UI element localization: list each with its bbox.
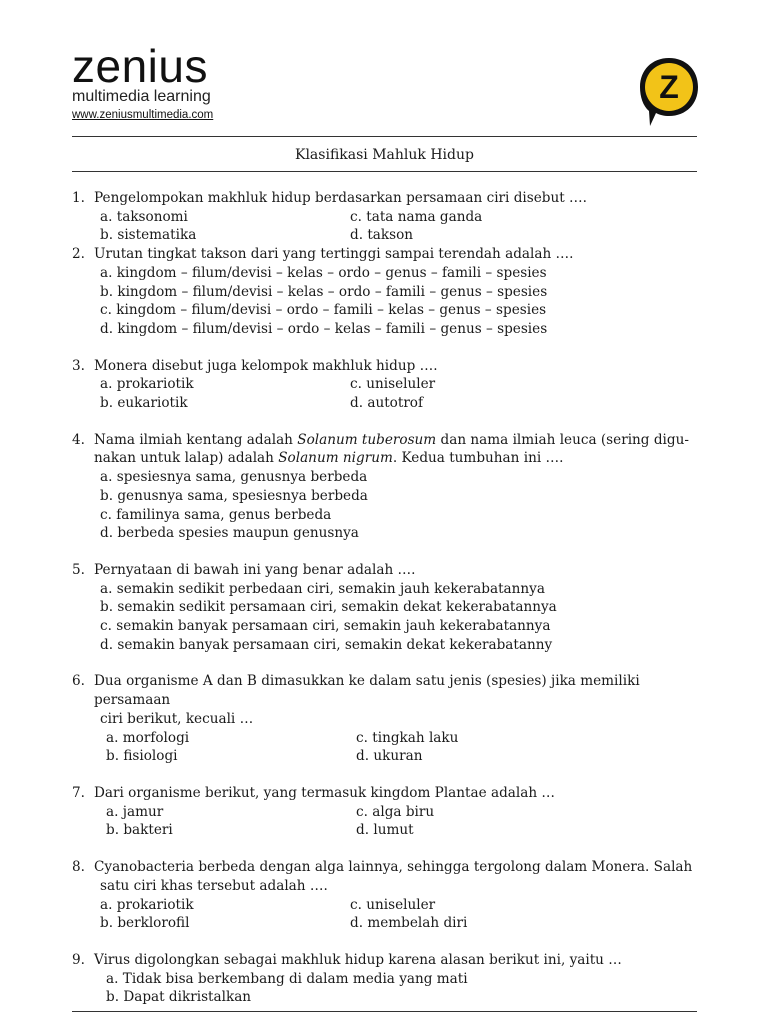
question-text-continued [94,449,712,468]
option-d: d. semakin banyak persamaan ciri, semakin dekat kekerabatanny [100,636,553,653]
question-text: Virus digolongkan sebagai makhluk hidup karena alasan berikut ini, yaitu … [94,951,622,968]
brand-tagline: multimedia learning [72,88,211,105]
option-a: a. taksonomi [100,208,188,225]
question-number: 4. [72,431,85,448]
option-a: a. morfologi [106,729,190,746]
option-b: b. kingdom – filum/devisi – kelas – ordo – famili – genus – spesies [100,283,548,300]
question-number: 8. [72,859,85,876]
option-b: b. genusnya sama, spesiesnya berbeda [100,487,368,504]
option-d: d. berbeda spesies maupun genusnya [100,525,359,542]
question-number: 6. [72,673,85,690]
text-fragment: nakan untuk lalap) adalah [94,450,279,467]
question-1 [72,189,712,245]
question-6 [72,672,712,766]
option-c: c. tingkah laku [356,729,459,746]
question-4 [72,431,712,543]
option-a: a. Tidak bisa berkembang di dalam media yang mati [106,970,468,987]
question-number: 7. [72,784,85,801]
option-c: c. tata nama ganda [350,208,483,225]
brand-block [72,40,214,122]
brand-url-link[interactable]: www.zeniusmultimedia.com [72,109,214,121]
option-a: a. semakin sedikit perbedaan ciri, semakin jauh kekerabatannya [100,580,545,597]
question-number: 1. [72,190,85,206]
question-text: Dua organisme A dan B dimasukkan ke dalam satu jenis (spesies) jika memiliki persamaan [94,673,640,709]
question-3 [72,357,712,413]
question-text-continued: satu ciri khas tersebut adalah …. [100,877,328,894]
question-list [72,189,712,1007]
question-text: Monera disebut juga kelompok makhluk hidup …. [94,357,438,374]
option-b: b. bakteri [106,822,173,839]
option-c: c. semakin banyak persamaan ciri, semakin jauh kekerabatannya [100,618,551,635]
question-number: 2. [72,246,85,263]
question-text: Dari organisme berikut, yang termasuk kingdom Plantae adalah … [94,784,555,801]
question-number: 3. [72,357,85,374]
header-divider-top [72,136,697,137]
text-fragment: . Kedua tumbuhan ini …. [392,450,564,467]
option-c: c. uniseluler [350,896,436,913]
text-fragment: Nama ilmiah kentang adalah [94,431,298,448]
question-text: Pernyataan di bawah ini yang benar adalah …. [94,561,416,578]
option-d: d. autotrof [350,395,424,412]
option-b: b. eukariotik [100,395,188,412]
option-a: a. jamur [106,803,164,820]
option-c: c. alga biru [356,803,435,820]
question-text-continued: ciri berikut, kecuali … [100,710,254,727]
logo-letter: Z [659,69,679,105]
question-number: 5. [72,561,85,578]
question-2 [72,245,712,339]
scientific-name: Solanum nigrum [278,450,393,467]
header-divider-bottom [72,171,697,172]
document-title: Klasifikasi Mahluk Hidup [295,147,474,163]
option-b: b. semakin sedikit persamaan ciri, semakin dekat kekerabatannya [100,599,557,616]
option-d: d. kingdom – filum/devisi – ordo – kelas – famili – genus – spesies [100,320,548,337]
zenius-logo-icon [636,54,702,130]
question-text: Cyanobacteria berbeda dengan alga lainnya, sehingga tergolong dalam Monera. Salah [94,859,693,876]
option-c: c. uniseluler [350,376,436,393]
scientific-name: Solanum tuberosum [297,431,437,448]
question-8 [72,858,712,933]
question-text: Urutan tingkat takson dari yang tertinggi sampai terendah adalah …. [94,246,574,263]
option-b: b. fisiologi [106,748,178,765]
question-text [94,431,712,450]
option-c: c. familinya sama, genus berbeda [100,506,332,523]
question-number: 9. [72,951,85,968]
option-b: b. berklorofil [100,915,190,932]
question-9 [72,951,712,1007]
option-d: d. ukuran [356,748,423,765]
option-a: a. spesiesnya sama, genusnya berbeda [100,469,368,486]
brand-name: zenius [72,40,208,92]
option-b: b. sistematika [100,227,197,244]
option-d: d. membelah diri [350,915,468,932]
question-7 [72,784,712,840]
option-d: d. lumut [356,822,414,839]
question-text: Pengelompokan makhluk hidup berdasarkan persamaan ciri disebut …. [94,190,587,206]
option-d: d. takson [350,227,414,244]
option-a: a. prokariotik [100,376,194,393]
question-5 [72,561,712,655]
option-a: a. kingdom – filum/devisi – kelas – ordo – genus – famili – spesies [100,264,547,281]
option-c: c. kingdom – filum/devisi – ordo – famili – kelas – genus – spesies [100,302,547,319]
option-a: a. prokariotik [100,896,194,913]
text-fragment: dan nama ilmiah leuca (sering digu- [436,431,689,448]
footer-divider [72,1011,697,1012]
option-b: b. Dapat dikristalkan [106,989,252,1006]
